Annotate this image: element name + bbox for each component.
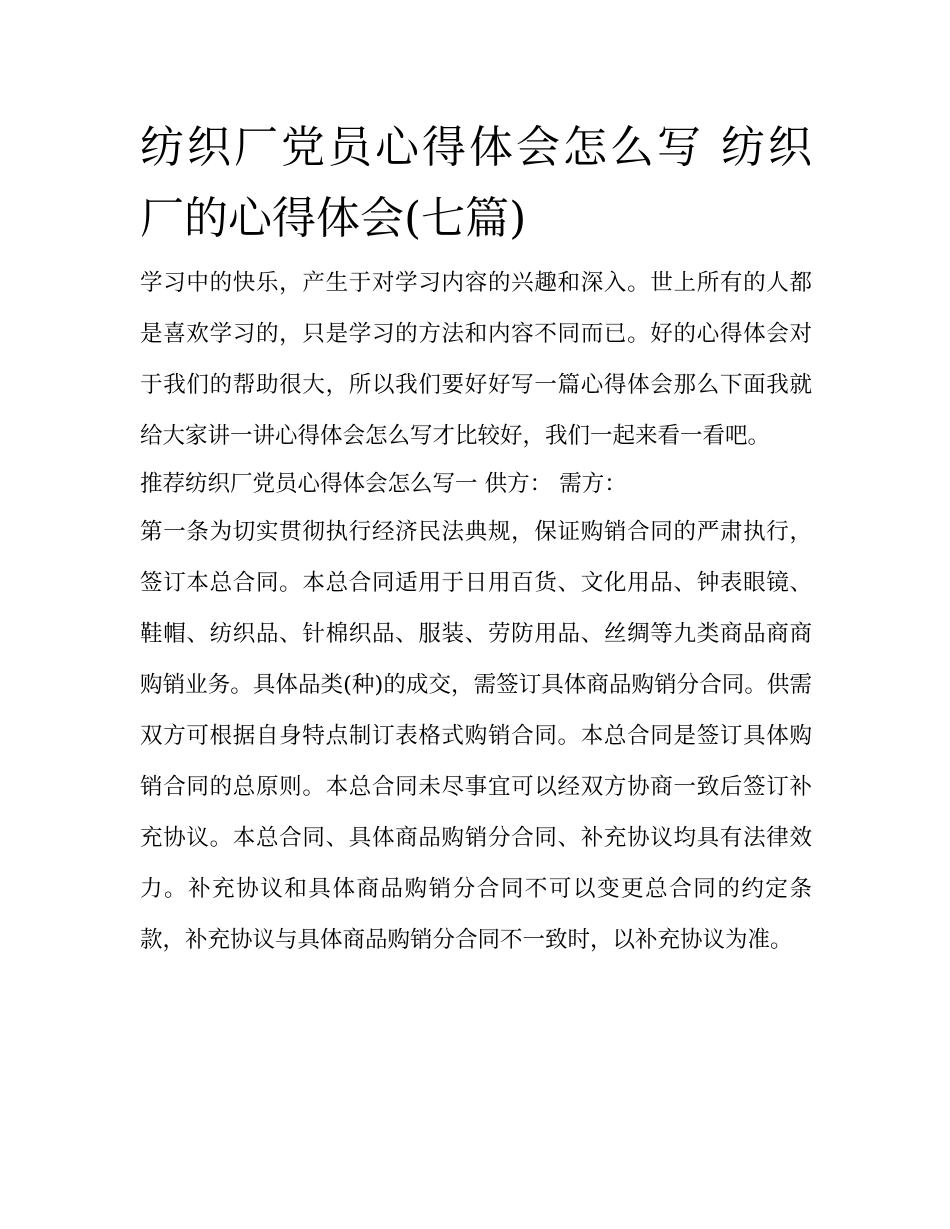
section-heading: 推荐纺织厂党员心得体会怎么写一 供方： 需方：	[140, 471, 627, 497]
intro-paragraph: 学习中的快乐，产生于对学习内容的兴趣和深入。世上所有的人都是喜欢学习的，只是学习的方法和内容不同而已。好的心得体会对于我们的帮助很大，所以我们要好好写一篇心得体会那么下面我就给大家讲一讲心得体会怎么写才比较好，我们一起来看一看吧。	[140, 270, 812, 449]
article-one-paragraph: 第一条为切实贯彻执行经济民法典规，保证购销合同的严肃执行，签订本总合同。本总合同适用于日用百货、文化用品、钟表眼镜、鞋帽、纺织品、针棉织品、服装、劳防用品、丝绸等九类商品商商购销业务。具体品类(种)的成交，需签订具体商品购销分合同。供需双方可根据自身特点制订表格式购销合同。本总合同是签订具体购销合同的总原则。本总合同未尽事宜可以经双方协商一致后签订补充协议。本总合同、具体商品购销分合同、补充协议均具有法律效力。补充协议和具体商品购销分合同不可以变更总合同的约定条款，补充协议与具体商品购销分合同不一致时，以补充协议为准。	[140, 519, 812, 953]
document-content	[140, 112, 812, 966]
document-title: 纺织厂党员心得体会怎么写 纺织厂的心得体会(七篇)	[140, 122, 812, 244]
